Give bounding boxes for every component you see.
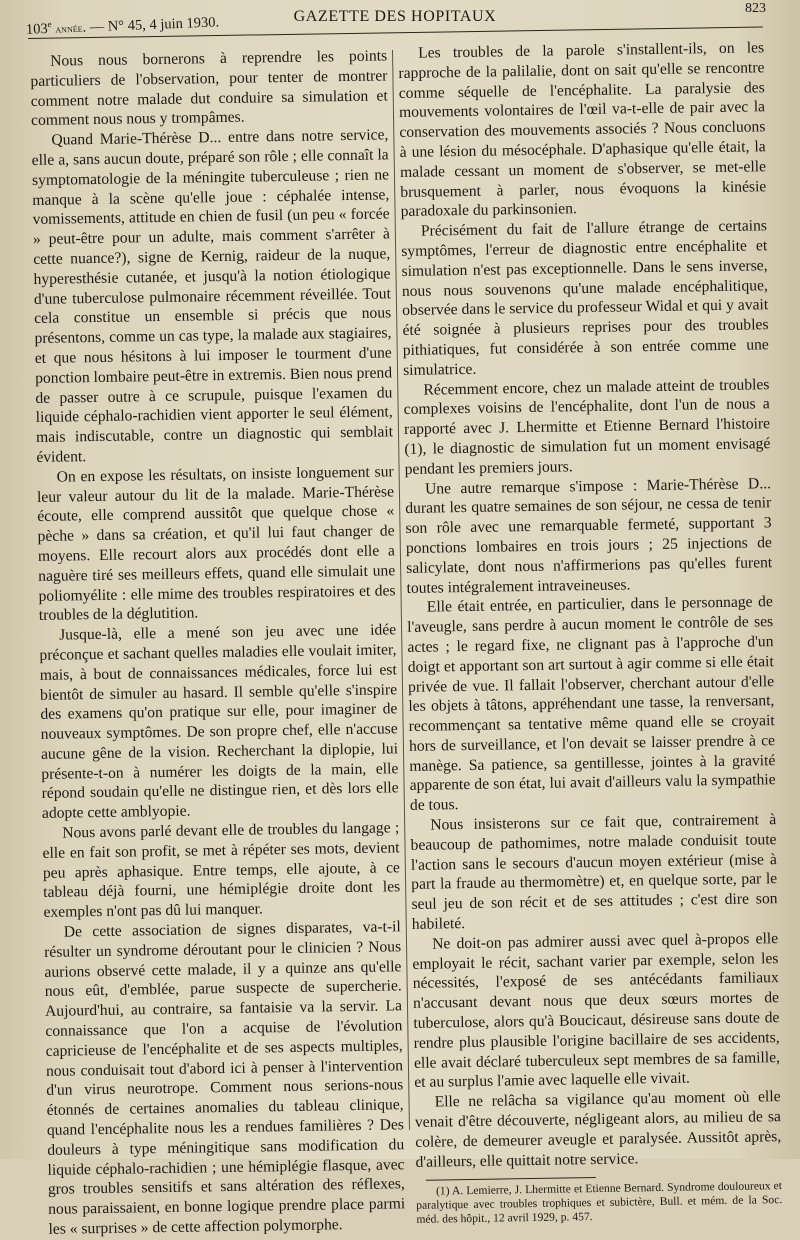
paragraph: Elle était entrée, en particulier, dans le personnage de l'aveugle, sans perdre à aucun moment le contrôle de ses actes ; le regard fixe, ne clignant pas à l'approche d'un doigt et apportant son art surtout à agir comme si elle était privée de vue. Il fallait l'observer, cherchant autour d'elle les objets à tâtons, appréhendant une tasse, la renversant, recommençant sa tentative même quand elle se croyait hors de surveillance, et l'on devait se laisser prendre à ce manège. Sa patience, sa gentillesse, jointes à la gravité apparente de son état, lui avait d'ailleurs valu la sympathie de tous. xyxy=(407,593,776,815)
footnote-rule xyxy=(426,1177,596,1181)
paragraph: Récemment encore, chez un malade atteint de troubles complexes voisins de l'encéphalite, dont l'un de nous a rapporté avec J. Lhermitte et Etienne Bernard l'histoire (1), le diagnostic de simulation fut un moment envisagé pendant les premiers jours. xyxy=(403,375,771,478)
paragraph: De cette association de signes disparates, va-t-il résulter un syndrome déroutant pour le clinicien ? Nous aurions observé cette malade, il y a quinze ans qu'elle nous eût, d'emblée, parue suspecte de supercherie. Aujourd'hui, au contraire, sa fantaisie va la servir. La connaissance que l'on a acquise de l'évolution capricieuse de l'encéphalite et de ses aspects multiples, nous conduisait tout d'abord ici à penser à l'intervention d'un virus neurotrope. Comment nous serions-nous étonnés de certaines anomalies du tableau clinique, quand l'encéphalite nous les a rendues familières ? Des douleurs à type méningitique sans modification du liquide céphalo-rachidien ; une hémiplégie flasque, avec gros troubles sensitifs et sans altération des réflexes, nous paraissaient, en bonne logique prendre place parmi les « surprises » de cette affection polymorphe. xyxy=(44,918,406,1238)
journal-title: GAZETTE DES HOPITAUX xyxy=(293,8,497,25)
left-column xyxy=(30,46,406,1239)
paragraph: Elle ne relâcha sa vigilance qu'au moment où elle venait d'être découverte, négligeant alors, au milieu de sa colère, de demeurer aveugle et paralysée. Aussitôt après, d'ailleurs, elle quittait notre service. xyxy=(414,1088,782,1171)
issue-word: année xyxy=(55,20,83,36)
paragraph: Nous avons parlé devant elle de troubles du langage ; elle en fait son profit, se met à répéter ses mots, devient peu après aphasique. Entre temps, elle ajoute, à ce tableau déjà fourni, une hémiplégie droite dont les exemples n'ont pas dû lui manquer. xyxy=(42,819,401,922)
issue-year-suffix: e xyxy=(47,19,52,30)
paragraph: Précisément du fait de l'allure étrange de certains symptômes, l'erreur de diagnostic entre encéphalite et simulation n'est pas exceptionnelle. Dans le sens inverse, nous nous souvenons qu'une malade encéphalitique, observée dans le service du professeur Widal et qui y avait été soignée à plusieurs reprises pour des troubles pithiatiques, fut considérée à son entrée comme une simulatrice. xyxy=(401,217,769,379)
paragraph: Ne doit-on pas admirer aussi avec quel à-propos elle employait le récit, sachant varier par exemple, selon les nécessités, l'exposé de ses antécédants familiaux n'accusant devant nous que deux sœurs mortes de tuberculose, alors qu'à Boucicaut, désireuse sans doute de rendre plus plausible l'origine bacillaire de ses accidents, elle avait déclaré tuberculeux sept membres de sa famille, et au surplus l'amie avec laquelle elle vivait. xyxy=(412,930,781,1092)
paragraph: Quand Marie-Thérèse D... entre dans notre service, elle a, sans aucun doute, préparé son rôle ; elle connaît la symptomatologie de la méningite tuberculeuse ; rien ne manque à la scène qu'elle joue : céphalée intense, vomissements, attitude en chien de fusil (un peu « forcée » peut-être pour un adulte, mais comment s'arrêter à cette nuance?), signe de Kernig, raideur de la nuque, hyperesthésie cutanée, et jusqu'à la notion étiologique d'une tuberculose pulmonaire récemment réveillée. Tout cela constitue un ensemble si précis que nous présentons, comme un cas type, la malade aux stagiaires, et que nous hésitons à lui imposer le tourment d'une ponction lombaire peut-être in extremis. Bien nous prend de passer outre à ce scrupule, puisque l'examen du liquide céphalo-rachidien vient apporter le seul élément, mais indiscutable, contre un diagnostic qui semblait évident. xyxy=(31,126,394,466)
paragraph: Jusque-là, elle a mené son jeu avec une idée préconçue et sachant quelles maladies elle voulait imiter, mais, à bout de connaissances médicales, force lui est bientôt de simuler au hasard. Il semble qu'elle s'inspire des examens qu'on pratique sur elle, pour imaginer de nouveaux symptômes. De son propre chef, elle n'accuse aucune gêne de la vision. Recherchant la diplopie, lui présente-t-on à numérer les doigts de la main, elle répond soudain qu'elle ne distingue rien, et dès lors elle adopte cette amblyopie. xyxy=(39,621,399,823)
paragraph: Nous nous bornerons à reprendre les points particuliers de l'observation, pour tenter de montrer comment notre malade dut conduire sa simulation et comment nous nous y trompâmes. xyxy=(30,47,388,130)
paragraph: On en expose les résultats, on insiste longuement sur leur valeur autour du lit de la malade. Marie-Thérèse écoute, elle comprend aussitôt que quelque chose « pèche » dans sa création, et qu'il lui faut changer de moyens. Elle recourt alors aux procédés dont elle a naguère tiré ses meilleurs effets, quand elle simulait une poliomyélite : elle mime des troubles respiratoires et des troubles de la déglutition. xyxy=(36,463,396,625)
page-number: 823 xyxy=(745,1,766,16)
paragraph: Nous insisterons sur ce fait que, contrairement à beaucoup de pathomimes, notre malade conduisit toute l'action sans le secours d'aucun moyen extérieur (mise à part la fraude au thermomètre) et, en quelque sorte, par le seul jeu de son récit et de ses attitudes ; c'est dire son habileté. xyxy=(410,811,778,933)
issue-number: . — N° 45, 4 juin 1930. xyxy=(82,14,220,36)
footnote: (1) A. Lemierre, J. Lhermitte et Etienne Bernard. Syndrome douloureux et paralytique avec troubles trophiques et subictère, Bull. et mém. de la Soc. méd. des hôpit., 12 avril 1929, p. 457. xyxy=(416,1179,783,1227)
paragraph: Une autre remarque s'impose : Marie-Thérèse D... durant les quatre semaines de son séjour, ne cessa de tenir son rôle avec une remarquable fermeté, supportant 3 ponctions lombaires en trois jours ; 25 injections de salicylate, dont nous n'affirmerions pas qu'elles furent toutes intégralement intraveineuses. xyxy=(405,474,773,597)
right-column xyxy=(398,38,783,1227)
issue-year: 103 xyxy=(25,20,49,38)
paragraph: Les troubles de la parole s'installent-ils, on les rapproche de la palilalie, dont on sait qu'elle se rencontre comme séquelle de l'encéphalite. La paralysie des mouvements volontaires de l'œil va-t-elle de pair avec la conservation des mouvements associés ? Nous concluons à une lésion du mésocéphale. D'aphasique qu'elle était, la malade cessant un moment de s'observer, se met-elle brusquement à parler, nous évoquons la kinésie paradoxale du parkinsonien. xyxy=(398,39,767,221)
